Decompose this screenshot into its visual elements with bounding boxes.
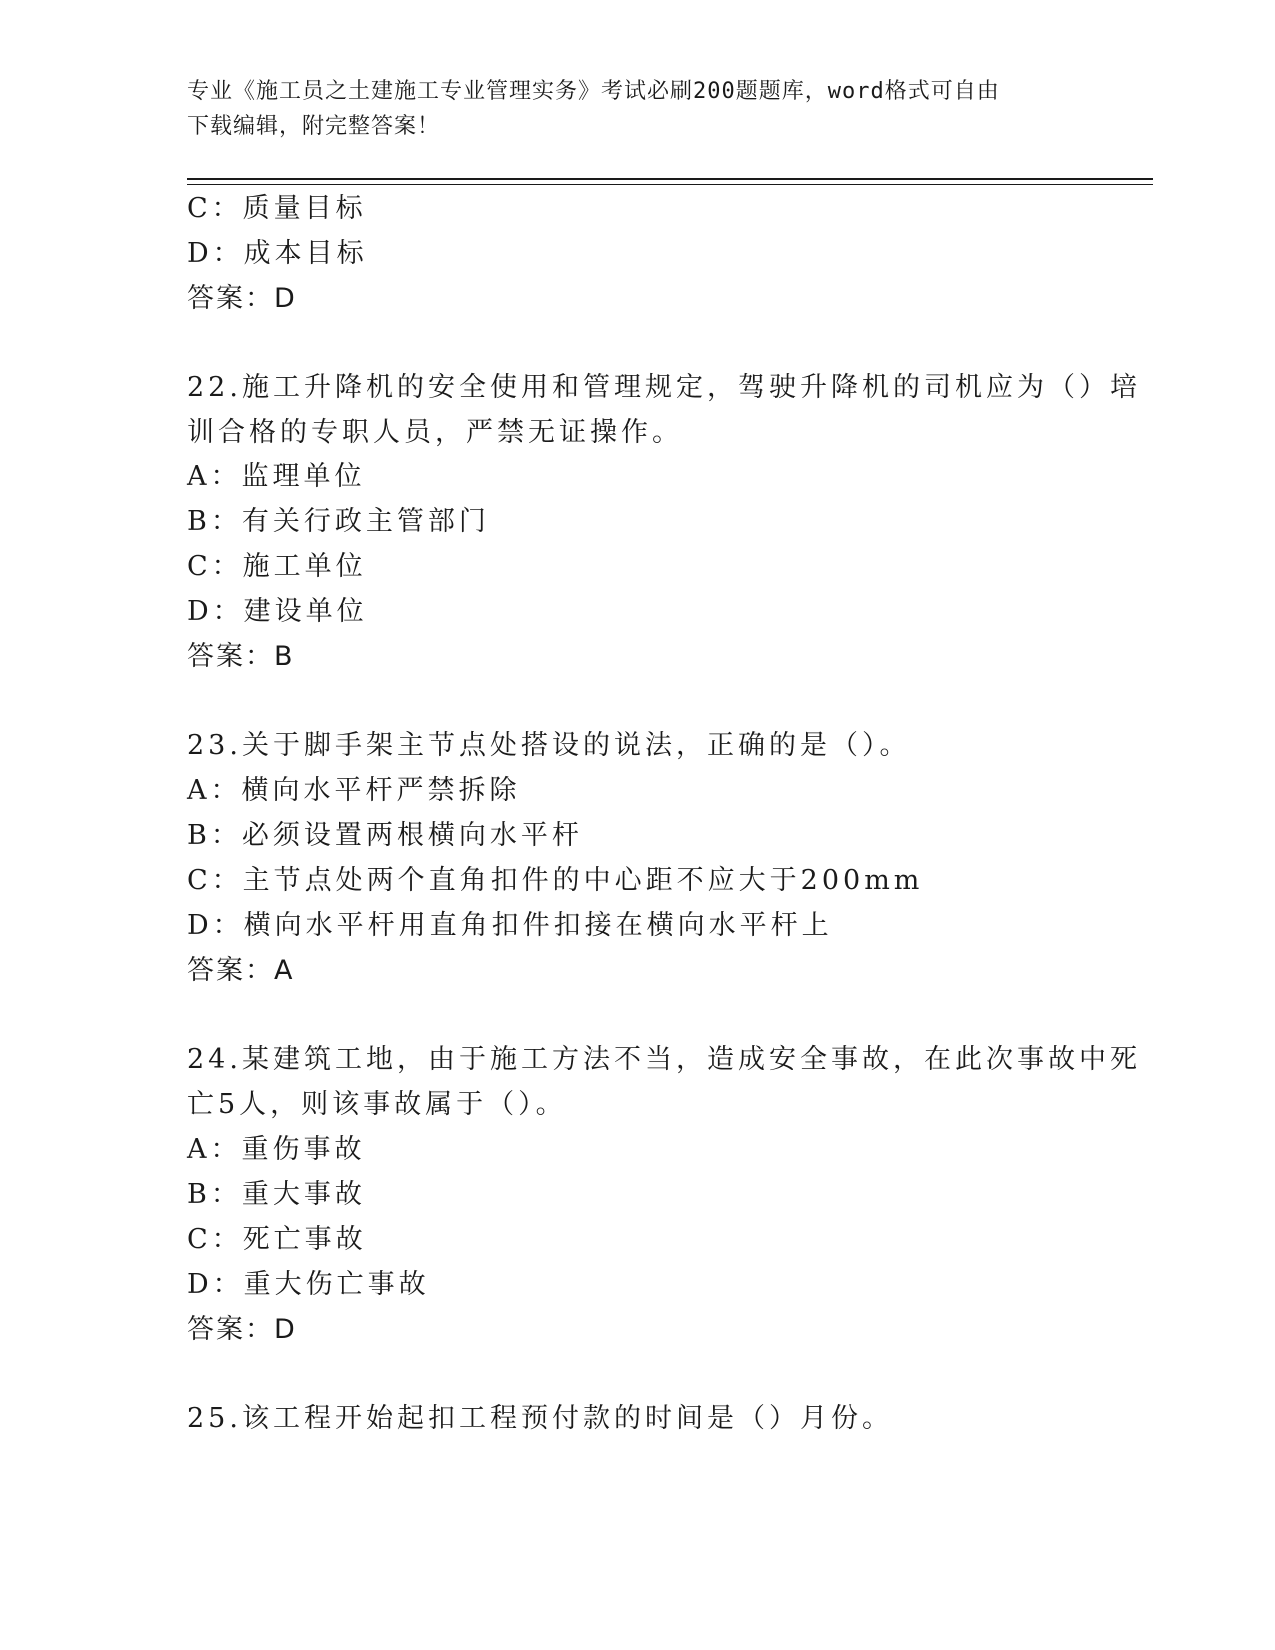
- q23-answer: 答案：A: [187, 955, 295, 986]
- q23-option-d: D：横向水平杆用直角扣件扣接在横向水平杆上: [187, 910, 833, 941]
- q22-stem-line-1: 22.施工升降机的安全使用和管理规定，驾驶升降机的司机应为（）培: [187, 372, 1141, 403]
- q24-option-b: B：重大事故: [187, 1179, 366, 1210]
- q24-answer: 答案：D: [187, 1314, 297, 1345]
- q23-option-b: B：必须设置两根横向水平杆: [187, 820, 583, 851]
- q22-answer: 答案：B: [187, 641, 295, 672]
- q22-option-a: A：监理单位: [187, 461, 366, 492]
- q23-stem-line-1: 23.关于脚手架主节点处搭设的说法，正确的是（）。: [187, 730, 911, 761]
- q25-stem-line-1: 25.该工程开始起扣工程预付款的时间是（）月份。: [187, 1403, 893, 1434]
- q22-option-d: D：建设单位: [187, 596, 368, 627]
- q22-stem-line-2: 训合格的专职人员，严禁无证操作。: [187, 417, 683, 448]
- q24-stem-line-2: 亡5人，则该事故属于（）。: [187, 1089, 567, 1120]
- q24-stem-line-1: 24.某建筑工地，由于施工方法不当，造成安全事故，在此次事故中死: [187, 1044, 1141, 1075]
- document-header: [187, 74, 1067, 144]
- q23-option-a: A：横向水平杆严禁拆除: [187, 775, 521, 806]
- prev-option-d: D：成本目标: [187, 238, 368, 269]
- header-line-2: 下载编辑，附完整答案！: [187, 114, 441, 139]
- q23-option-c: C：主节点处两个直角扣件的中心距不应大于200mm: [187, 865, 924, 896]
- q22-option-b: B：有关行政主管部门: [187, 506, 490, 537]
- header-rule-thin: [187, 184, 1153, 185]
- q24-option-d: D：重大伤亡事故: [187, 1269, 430, 1300]
- header-rule-thick: [187, 178, 1153, 180]
- q24-option-c: C：死亡事故: [187, 1224, 367, 1255]
- prev-answer: 答案：D: [187, 283, 297, 314]
- header-line-1: 专业《施工员之土建施工专业管理实务》考试必刷200题题库，word格式可自由: [187, 79, 1000, 104]
- prev-option-c: C：质量目标: [187, 193, 367, 224]
- q24-option-a: A：重伤事故: [187, 1134, 366, 1165]
- q22-option-c: C：施工单位: [187, 551, 367, 582]
